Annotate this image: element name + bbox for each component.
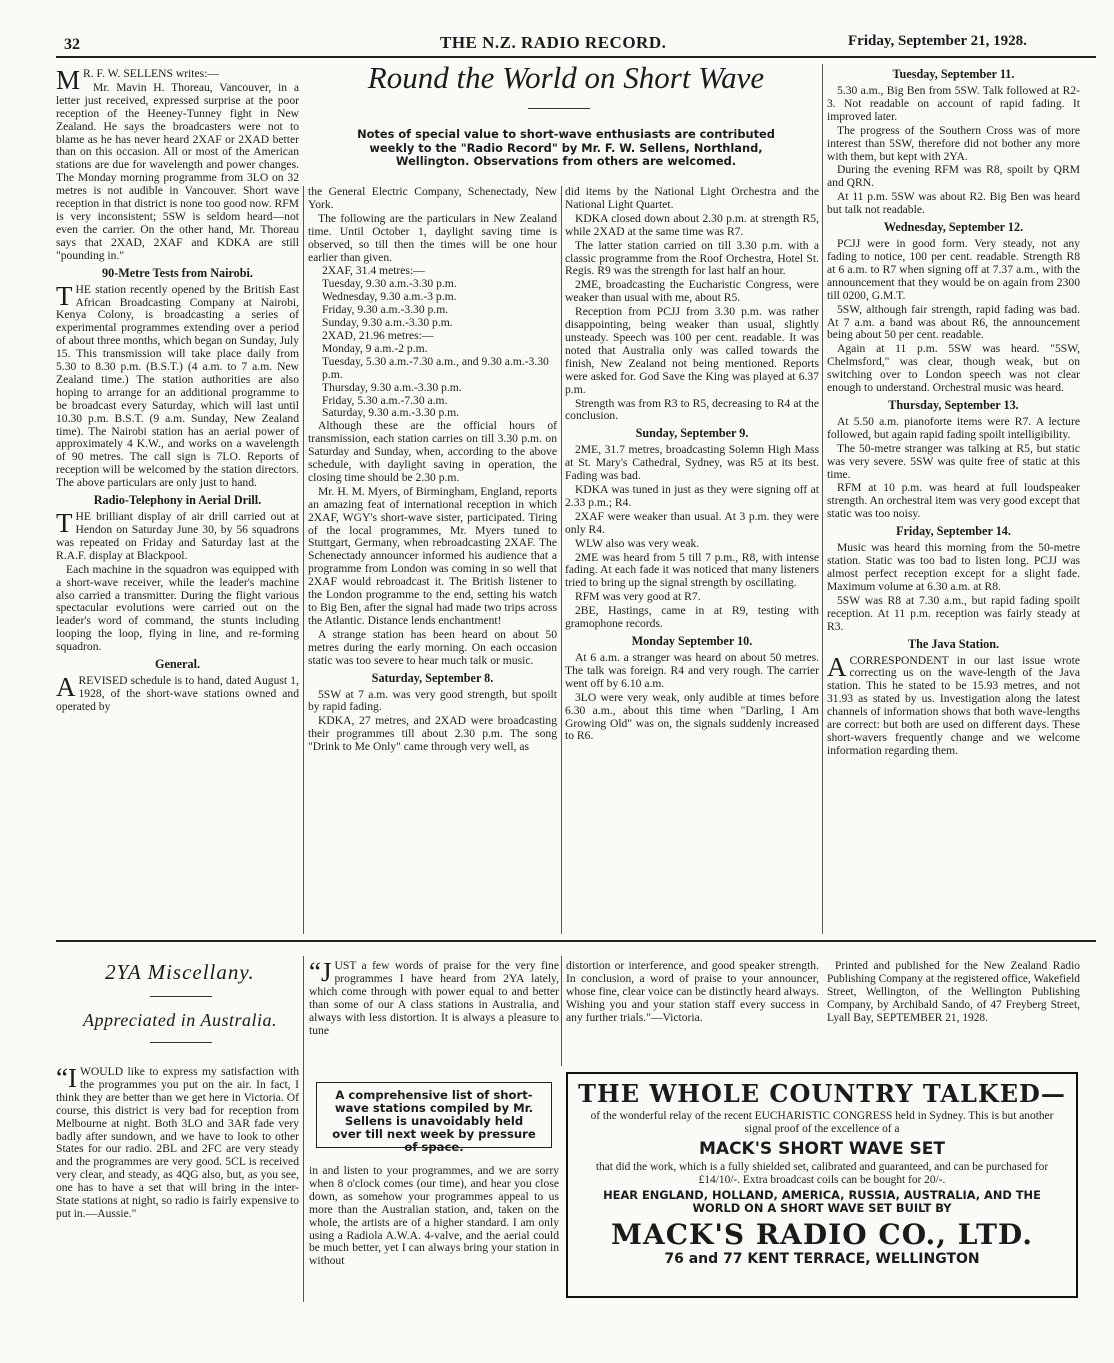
schedule-line: Saturday, 9.30 a.m.-3.30 p.m.	[322, 406, 460, 420]
section-heading: Thursday, September 13.	[888, 397, 1019, 412]
paragraph: 2ME, 31.7 metres, broadcasting Solemn High Mass at St. Mary's Cathedral, Sydney, was R5 at its best. Fading was bad.	[565, 443, 819, 483]
drop-cap: M	[56, 65, 81, 95]
drop-cap: A	[827, 651, 847, 682]
schedule-line: Sunday, 9.30 a.m.-3.30 p.m.	[322, 316, 453, 330]
imprint: Printed and published for the New Zealand Radio Publishing Company at the registered office, Wakefield Street, Wellington, of the Wellington Publishing Company, by Archibald Sando, of 47 Freyberg Street, Lyall Bay, SEPTEMBER 21, 1928.	[827, 960, 1080, 1024]
section-heading: Tuesday, September 11.	[892, 67, 1015, 81]
section-heading: Radio-Telephony in Aerial Drill.	[93, 493, 262, 508]
schedule-line: Thursday, 9.30 a.m.-3.30 p.m.	[322, 380, 462, 394]
miscellany-column-2-top	[309, 957, 559, 1038]
paragraph: KDKA was tuned in just as they were signing off at 2.33 p.m.; R4.	[565, 483, 819, 509]
paragraph: The latter station carried on till 3.30 p.m. with a classic programme from the Roof Orchestra, Hotel St. Regis. R9 was the strength for last half an hour.	[565, 238, 819, 278]
paragraph: The following are the particulars in New Zealand time. Until October 1, daylight saving time is observed, so till then the times will be one hour earlier than given.	[308, 211, 557, 264]
paragraph: Each machine in the squadron was equipped with a short-wave receiver, while the leader's machine also carried a transmitter. During the flight various spectacular evolutions were carried out on the leader's word of command, the stunts including looping the loop, flying in line, and re-forming squadron.	[56, 562, 299, 654]
ad-line-3: HEAR ENGLAND, HOLLAND, AMERICA, RUSSIA, AUSTRALIA, AND THE WORLD ON A SHORT WAVE SET BUILT BY	[603, 1188, 1041, 1215]
paragraph-text: UST a few words of praise for the very fine programmes I have heard from 2YA lately, which come through with power equal to and better than some of our A class stations in Australia, and always with less distortion. It is always a pleasure to tune	[309, 959, 559, 1037]
paragraph: Although these are the official hours of transmission, each station carries on till 3.30 p.m. on Saturday and Sunday, when, according to the above schedule, with daylight saving in operation, the closing time should be 2.30 p.m.	[308, 419, 557, 484]
paragraph-text: WOULD like to express my satisfaction with the programmes you put on the air. In fact, I think they are better than we get here in Victoria. Of course, this district is very bad for reception from Melbourne at night. Both 3LO and 3AR fade very badly after sundown, and we have to look to other States for our radio. 2BL and 2FC are very steady and the programmes are very good. 5CL is received very clear, and steady, as 4QG also, but, as you see, one has to have a set that will bring in the inter-State stations at night, so radio is fairly expensive to put in.—Aussie."	[56, 1065, 299, 1220]
miscellany-rule	[150, 996, 212, 997]
paragraph-text: R. F. W. SELLENS writes:—	[83, 67, 219, 80]
paragraph: Mr. Mavin H. Thoreau, Vancouver, in a letter just received, expressed surprise at the poor reception of the Heeney-Tunney fight in New Zealand. He says the broadcasters were not to blame as he has never heard 2XAF or 2XAD better than on this occasion. All or most of the American stations are due for wavelength and power changes. The Monday morning programme from 3LO on 32 metres is not audible in Vancouver. Short wave reception in that district is none too good now. RFM is very inconsistent; 5SW is seldom heard—not even the carrier. On the other hand, Mr. Thoreau says that 2XAD, 2XAF and KDKA are still "pounding in."	[56, 80, 299, 262]
column-rule	[303, 956, 304, 1302]
paragraph: Music was heard this morning from the 50-metre station. Static was too bad to listen long. PCJJ was almost perfect reception except for a slight fade. Maximum volume at 6.30 a.m. at R8.	[827, 541, 1080, 593]
schedule-line: 2XAF, 31.4 metres:—	[322, 264, 425, 278]
paragraph	[309, 957, 559, 1037]
ad-address: 76 and 77 KENT TERRACE, WELLINGTON	[664, 1251, 980, 1267]
paragraph	[56, 1063, 299, 1221]
schedule-line: Wednesday, 9.30 a.m.-3 p.m.	[322, 290, 457, 304]
issue-date: Friday, September 21, 1928.	[848, 33, 1027, 49]
paragraph-text: CORRESPONDENT in our last issue wrote correcting us on the wave-length of the Java station. This he stated to be 15.93 metres, and not 31.93 as stated by us. Investigation along the latest channels of information shows that both wave-lengths are correct: but both are used on different days. These short-wavers frequently change and we welcome information regarding them.	[827, 653, 1080, 757]
paragraph: Reception from PCJJ from 3.30 p.m. was rather disappointing, being weaker than usual, slightly unsteady. Speech was 100 per cent. readable. It was noted that Australia only was called towards the finish, New Zealand not being mentioned. Reports were asked for. God Save the King was played at 6.37 p.m.	[565, 305, 819, 396]
article-column-4	[827, 64, 1080, 759]
paragraph: did items by the National Light Orchestra and the National Light Quartet.	[565, 185, 819, 211]
paragraph: 5SW, although fair strength, rapid fading was bad. At 7 a.m. a band was about R6, the announcement being about 50 per cent. readable.	[827, 302, 1080, 342]
paragraph: 3LO were very weak, only audible at times before 6.30 a.m., about this time when "Darling, I Am Growing Old" was on, the signals suddenly increased to R6.	[565, 690, 819, 743]
paragraph: At 11 p.m. 5SW was about R2. Big Ben was heard but talk not readable.	[827, 190, 1080, 217]
column-rule	[561, 956, 562, 1066]
schedule-line: 2XAD, 21.96 metres:—	[322, 328, 434, 342]
miscellany-column-1	[56, 1063, 299, 1222]
article-column-1	[56, 65, 299, 715]
paragraph: At 5.50 a.m. pianoforte items were R7. A lecture followed, but again rapid fading spoilt intelligibility.	[827, 414, 1080, 441]
page-number: 32	[64, 36, 80, 53]
paragraph: 5.30 a.m., Big Ben from 5SW. Talk followed at R2-3. Not readable on account of rapid fading. It improved later.	[827, 84, 1080, 123]
drop-cap: T	[56, 280, 73, 311]
paragraph: At 6 a.m. a stranger was heard on about 50 metres. The talk was foreign. R4 and very rough. The carrier went off by 6.10 a.m.	[565, 651, 819, 690]
column-rule	[303, 186, 304, 934]
paragraph-text: HE station recently opened by the British East African Broadcasting Company at Nairobi, Kenya Colony, is broadcasting a series of experimental programmes extending over a period of about three months, which began on Sunday, July 15. This transmission will take place daily from 5.30 to 8.30 p.m. (B.S.T.) (4 a.m. to 7 a.m. New Zealand time.) The station authorities are also hoping to arrange for an additional programme to be broadcast every Saturday, which will last until 10.30 p.m. B.S.T. (9 a.m. Sunday, New Zealand time). The Nairobi station has an aerial power of approximately 4 K.W., and works on a wavelength of 90 metres. The call sign is 7LO. Reports of reception will be welcomed by the station directors. The above particulars are only just to hand.	[56, 282, 299, 490]
paragraph: RFM at 10 p.m. was heard at full loudspeaker strength. An orchestral item was very good except that static was too noisy.	[827, 481, 1080, 521]
section-heading: Sunday, September 9.	[635, 426, 749, 441]
article-column-2	[308, 186, 557, 755]
paragraph	[56, 508, 299, 563]
schedule-line: Friday, 9.30 a.m.-3.30 p.m.	[322, 303, 449, 317]
paragraph-text: HE brilliant display of air drill carried out at Hendon on Saturday June 30, by 56 squadrons was repeated on Friday and Saturday last at the R.A.F. display at Blackpool.	[56, 510, 299, 562]
section-heading: Monday September 10.	[631, 634, 753, 648]
paragraph: 2ME was heard from 5 till 7 p.m., R8, with intense fading. At each fade it was noticed that many listeners tried to bring up the signal strength by oscillating.	[565, 550, 819, 590]
section-heading: The Java Station.	[907, 636, 1000, 651]
paragraph: The 50-metre stranger was talking at R5, but static was very severe. 5SW was quite free of static at this time.	[827, 441, 1080, 481]
paragraph: the General Electric Company, Schenectady, New York.	[308, 185, 557, 211]
drop-cap: T	[56, 508, 73, 539]
paragraph: WLW also was very weak.	[575, 536, 700, 550]
miscellany-subtitle: Appreciated in Australia.	[83, 1010, 277, 1030]
paragraph: distortion or interference, and good speaker strength. In conclusion, a word of praise to your announcer, whose fine, clear voice can be distinctly heard always. Wishing you and your station staff every success in any further trials."—Victoria.	[566, 959, 819, 1024]
header-rule	[56, 56, 1096, 58]
paragraph: PCJJ were in good form. Very steady, not any fading to notice, 100 per cent. readable. Strength R8 at 6 a.m. to R7 when signing off at 7.37 a.m., with the announcement that they would be on again from 2300 till 0200, G.M.T.	[827, 237, 1080, 302]
paragraph-text: REVISED schedule is to hand, dated August 1, 1928, of the short-wave stations owned and operated by	[56, 674, 299, 713]
section-rule	[56, 940, 1096, 942]
publication-title: THE N.Z. RADIO RECORD.	[440, 33, 667, 52]
paragraph	[56, 672, 299, 714]
drop-cap: A	[56, 672, 76, 703]
miscellany-column-3	[566, 960, 819, 1026]
article-standfirst: Notes of special value to short-wave enthusiasts are contributed weekly to the "Radio Record" by Mr. F. W. Sellens, Northland, Wellington. Observations from others are welcomed.	[357, 127, 775, 168]
paragraph	[56, 280, 299, 491]
miscellany-column-2-bottom	[309, 1165, 559, 1269]
title-rule	[528, 108, 590, 109]
paragraph	[827, 651, 1080, 758]
paragraph: RFM was very good at R7.	[575, 590, 701, 604]
ad-headline: THE WHOLE COUNTRY TALKED—	[578, 1079, 1066, 1108]
section-heading: Wednesday, September 12.	[883, 220, 1024, 235]
paragraph: KDKA closed down about 2.30 p.m. at strength R5, while 2XAD at the same time was R7.	[565, 211, 819, 238]
article-title: Round the World on Short Wave	[367, 60, 765, 95]
paragraph: KDKA, 27 metres, and 2XAD were broadcasting their programmes till about 2.30 p.m. The song "Drink to Me Only" came through very well, as	[308, 714, 557, 754]
notice-box	[316, 1082, 552, 1154]
miscellany-title: 2YA Miscellany.	[105, 960, 255, 984]
paragraph: During the evening RFM was R8, spoilt by QRM and QRN.	[827, 163, 1080, 190]
section-heading: Saturday, September 8.	[371, 670, 494, 685]
paragraph: The progress of the Southern Cross was of more interest than 5SW, therefore did not bother any more with them, but kept with 2YA.	[827, 123, 1080, 163]
article-column-3	[565, 186, 819, 744]
paragraph: 2BE, Hastings, came in at R9, testing with gramophone records.	[565, 604, 819, 631]
paragraph: 5SW was R8 at 7.30 a.m., but rapid fading spoilt reception. At 11 p.m. reception was fairly steady at R3.	[827, 593, 1080, 633]
ad-line-1: of the wonderful relay of the recent EUCHARISTIC CONGRESS held in Sydney. This is but another signal proof of the excellence of a	[590, 1110, 1054, 1135]
ad-company: MACK'S RADIO CO., LTD.	[611, 1218, 1033, 1251]
drop-cap: “I	[56, 1063, 77, 1093]
column-rule	[561, 186, 562, 934]
advertisement	[566, 1072, 1078, 1298]
section-heading: 90-Metre Tests from Nairobi.	[102, 265, 253, 280]
section-heading: General.	[154, 657, 200, 672]
paragraph: 5SW at 7 a.m. was very good strength, but spoilt by rapid fading.	[308, 687, 557, 714]
drop-cap: “J	[309, 957, 332, 987]
section-heading: Friday, September 14.	[896, 524, 1011, 539]
paragraph: 2ME, broadcasting the Eucharistic Congress, were weaker than usual with me, about R5.	[565, 278, 819, 305]
paragraph: A strange station has been heard on about 50 metres during the early morning. On each occasion static was too severe to hear much talk or music.	[308, 627, 557, 667]
schedule-line: Tuesday, 9.30 a.m.-3.30 p.m.	[322, 277, 457, 291]
ad-line-2: that did the work, which is a fully shielded set, calibrated and guaranteed, and can be purchased for £14/10/-. Extra broadcast coils can be bought for 20/-.	[595, 1161, 1049, 1186]
ad-product: MACK'S SHORT WAVE SET	[699, 1139, 945, 1159]
paragraph: in and listen to your programmes, and we are sorry when 8 o'clock comes (our time), and hear you close down, as somehow your programmes appeal to us more than the Australian station, and, taken on the whole, the artists are of a higher standard. I am only using a Radiola A.W.A. 4-valve, and the aerial could be much better, yet I can always bring your station in without	[309, 1164, 559, 1268]
column-rule	[822, 64, 823, 934]
schedule-line: Monday, 9 a.m.-2 p.m.	[322, 341, 428, 355]
notice-text: A comprehensive list of short-wave stations compiled by Mr. Sellens is unavoidably held over till next week by pressure of space.	[332, 1088, 536, 1154]
schedule-line: Tuesday, 5.30 a.m.-7.30 a.m., and 9.30 a.m.-3.30 p.m.	[322, 354, 549, 381]
schedule-line: Friday, 5.30 a.m.-7.30 a.m.	[322, 393, 448, 407]
paragraph: Again at 11 p.m. 5SW was heard. "5SW, Chelmsford," was clear, though weak, but on switching over to London speech was not clear enough to understand. Orchestral music was heard.	[827, 342, 1080, 395]
paragraph: Strength was from R3 to R5, decreasing to R4 at the conclusion.	[565, 396, 819, 423]
paragraph: 2XAF were weaker than usual. At 3 p.m. they were only R4.	[565, 509, 819, 536]
miscellany-rule	[150, 1042, 212, 1043]
paragraph	[56, 65, 299, 95]
paragraph: Mr. H. M. Myers, of Birmingham, England, reports an amazing feat of international reception in which 2XAF, WGY's short-wave sister, participated. Tiring of the local programmes, Mr. Myers tuned to Stuttgart, Germany, when rebroadcasting 2XAF. The Schenectady announcer informed his audience that a programme from London was coming in so well that 2XAF would rebroadcast it. The British listener to the London programme to the end, setting his watch to Big Ben, after the signal had made two trips across the Atlantic. Distance lends enchantment!	[308, 484, 557, 627]
